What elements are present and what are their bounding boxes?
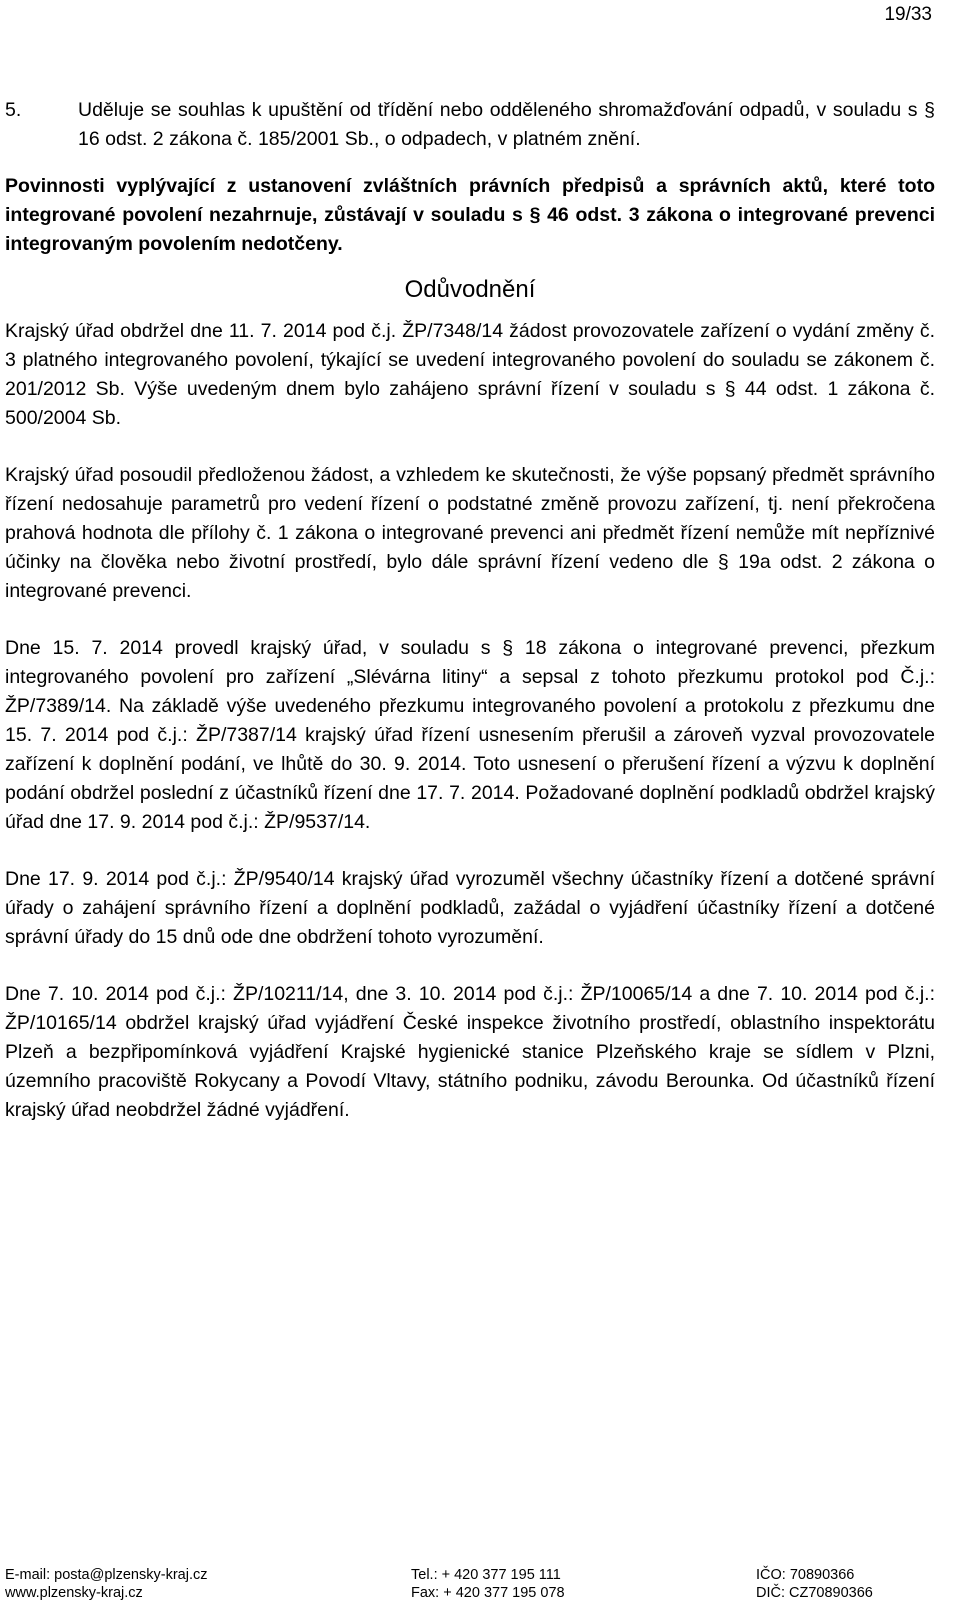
footer-email: E-mail: posta@plzensky-kraj.cz [5,1567,208,1583]
paragraph: Dne 17. 9. 2014 pod č.j.: ŽP/9540/14 krajský úřad vyrozuměl všechny účastníky řízení a dotčené správní úřady o zahájení správního řízení a doplnění podkladů, zažádal o vyjádření účastníky řízení a dotčené správní úřady do 15 dnů ode dne obdržení tohoto vyrozumění. [5,868,935,948]
section-heading: Odůvodnění [404,276,536,303]
obligations-paragraph: Povinnosti vyplývající z ustanovení zvláštních právních předpisů a správních aktů, které toto integrované povolení nezahrnuje, zůstávají v souladu s § 46 odst. 3 zákona o integrované prevenci integrovaným povolením nedotčeny. [5,175,935,255]
footer-fax: Fax: + 420 377 195 078 [411,1585,565,1601]
item-number: 5. [5,99,22,121]
document-body [5,96,935,1125]
page-number: 19/33 [884,4,932,25]
footer-contact [5,1566,207,1602]
paragraph: Krajský úřad posoudil předloženou žádost, a vzhledem ke skutečnosti, že výše popsaný předmět správního řízení nedosahuje parametrů pro vedení řízení o podstatné změně provozu zařízení, tj. není překročena prahová hodnota dle přílohy č. 1 zákona o integrované prevenci ani předmět řízení nemůže mít nepříznivé účinky na člověka nebo životní prostředí, bylo dále správní řízení vedeno dle § 19a odst. 2 zákona o integrované prevenci. [5,464,935,602]
paragraph: Dne 7. 10. 2014 pod č.j.: ŽP/10211/14, dne 3. 10. 2014 pod č.j.: ŽP/10065/14 a dne 7. 10. 2014 pod č.j.: ŽP/10165/14 obdržel krajský úřad vyjádření České inspekce životního prostředí, oblastního inspektorátu Plzeň a bezpřipomínková vyjádření Krajské hygienické stanice Plzeňského kraje se sídlem v Plzni, územního pracoviště Rokycany a Povodí Vltavy, státního podniku, závodu Berounka. Od účastníků řízení krajský úřad neobdržel žádné vyjádření. [5,983,935,1121]
footer-phone [411,1566,565,1602]
paragraph: Krajský úřad obdržel dne 11. 7. 2014 pod č.j. ŽP/7348/14 žádost provozovatele zařízení o vydání změny č. 3 platného integrovaného povolení, týkající se uvedení integrovaného povolení do souladu se zákonem č. 201/2012 Sb. Výše uvedeným dnem bylo zahájeno správní řízení v souladu s § 44 odst. 1 zákona č. 500/2004 Sb. [5,320,935,429]
decision-item-5 [5,96,935,154]
footer-ids [756,1566,873,1602]
footer-ico: IČO: 70890366 [756,1567,855,1583]
footer-website: www.plzensky-kraj.cz [5,1585,143,1601]
footer-tel: Tel.: + 420 377 195 111 [411,1567,561,1583]
paragraph: Dne 15. 7. 2014 provedl krajský úřad, v souladu s § 18 zákona o integrované prevenci, přezkum integrovaného povolení pro zařízení „Slévárna litiny“ a sepsal z tohoto přezkumu protokol pod Č.j.: ŽP/7389/14. Na základě výše uvedeného přezkumu integrovaného povolení a protokolu z přezkumu dne 15. 7. 2014 pod č.j.: ŽP/7387/14 krajský úřad řízení usnesením přerušil a zároveň vyzval provozovatele zařízení k doplnění podání, ve lhůtě do 30. 9. 2014. Toto usnesení o přerušení řízení a výzvu k doplnění podání obdržel poslední z účastníků řízení dne 17. 7. 2014. Požadované doplnění podkladů obdržel krajský úřad dne 17. 9. 2014 pod č.j.: ŽP/9537/14. [5,637,935,833]
item-text: Uděluje se souhlas k upuštění od třídění nebo odděleného shromažďování odpadů, v souladu s § 16 odst. 2 zákona č. 185/2001 Sb., o odpadech, v platném znění. [78,99,935,150]
footer-dic: DIČ: CZ70890366 [756,1585,873,1601]
